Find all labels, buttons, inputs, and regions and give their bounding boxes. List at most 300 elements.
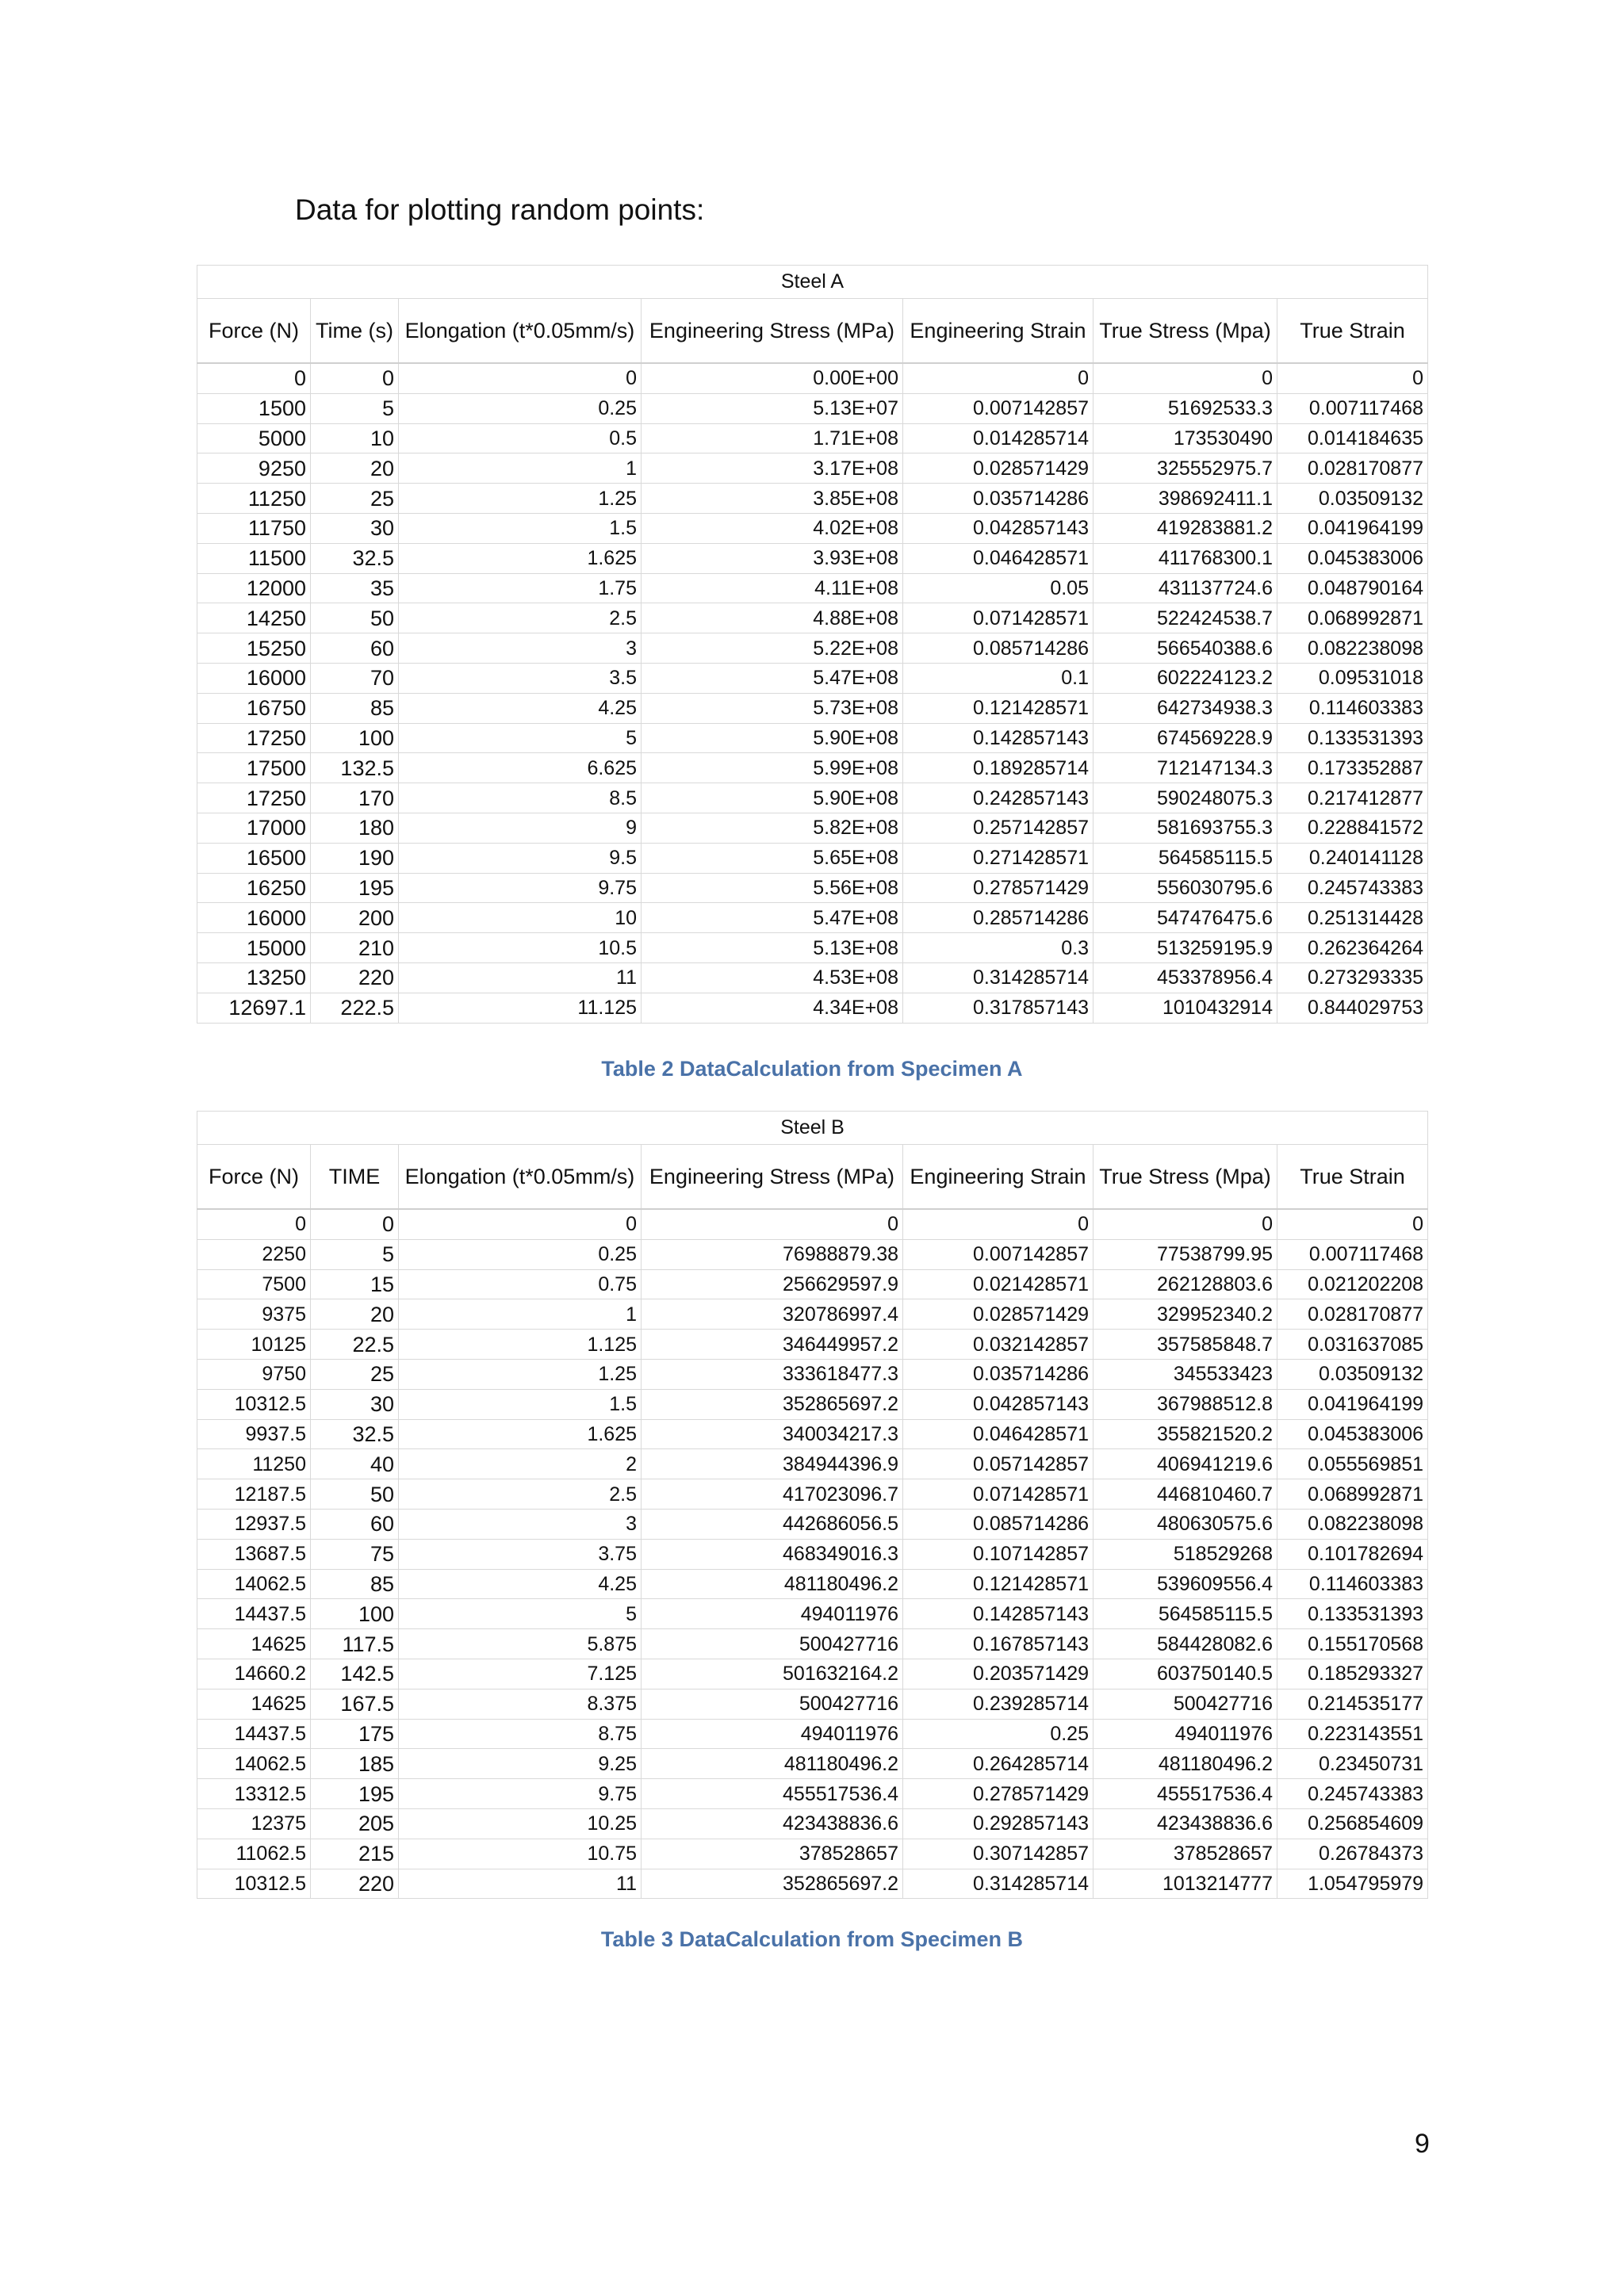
table-cell: 60 [311,1509,399,1539]
table-row [197,1629,1428,1659]
table-cell: 13312.5 [197,1779,311,1809]
table-cell: 494011976 [642,1599,903,1629]
table-cell: 70 [311,663,399,693]
table-cell: 0.035714286 [903,484,1094,514]
table-row [197,1449,1428,1479]
table-cell: 11250 [197,1449,311,1479]
table-cell: 340034217.3 [642,1419,903,1449]
table-cell: 419283881.2 [1094,513,1277,543]
table-cell: 215 [311,1839,399,1869]
table-cell: 1.5 [399,513,642,543]
table-row [197,1539,1428,1569]
table-cell: 0.041964199 [1277,1389,1428,1419]
table-cell: 0.245743383 [1277,873,1428,903]
table-row [197,1689,1428,1719]
table-row [197,423,1428,453]
table-cell: 2.5 [399,603,642,633]
table-cell: 556030795.6 [1094,873,1277,903]
table-cell: 14062.5 [197,1569,311,1599]
table-cell: 0.007117468 [1277,393,1428,423]
table-row [197,633,1428,664]
table-cell: 0.028571429 [903,453,1094,484]
table-cell: 35 [311,573,399,603]
table-row [197,1599,1428,1629]
table-cell: 10125 [197,1330,311,1360]
steel-a-table [197,265,1428,1024]
table-cell: 0 [197,1209,311,1239]
column-header: Engineering Stress (MPa) [642,299,903,364]
table-cell: 117.5 [311,1629,399,1659]
table-cell: 4.11E+08 [642,573,903,603]
table-cell: 0.046428571 [903,1419,1094,1449]
table-cell: 9937.5 [197,1419,311,1449]
table-cell: 0.257142857 [903,813,1094,843]
table-cell: 4.25 [399,1569,642,1599]
table-cell: 195 [311,1779,399,1809]
table-cell: 4.34E+08 [642,993,903,1023]
table-cell: 0.25 [903,1719,1094,1749]
table-cell: 13250 [197,962,311,993]
table-row [197,1569,1428,1599]
table-cell: 8.75 [399,1719,642,1749]
table-cell: 564585115.5 [1094,1599,1277,1629]
table-cell: 0.09531018 [1277,663,1428,693]
table-cell: 1.75 [399,573,642,603]
column-header: Engineering Strain [903,1145,1094,1210]
table-cell: 584428082.6 [1094,1629,1277,1659]
table-cell: 566540388.6 [1094,633,1277,664]
table-cell: 0.03509132 [1277,1359,1428,1389]
table-cell: 0 [1277,1209,1428,1239]
table-cell: 378528657 [642,1839,903,1869]
table-cell: 14437.5 [197,1599,311,1629]
table-row [197,993,1428,1023]
table-cell: 5000 [197,423,311,453]
table-cell: 16000 [197,903,311,933]
table-cell: 0.014285714 [903,423,1094,453]
table-cell: 0 [642,1209,903,1239]
table-row [197,1330,1428,1360]
table-cell: 5 [399,723,642,753]
table-group-title: Steel B [197,1112,1428,1145]
table-cell: 0.217412877 [1277,783,1428,813]
table-cell: 539609556.4 [1094,1569,1277,1599]
table-cell: 398692411.1 [1094,484,1277,514]
table-cell: 378528657 [1094,1839,1277,1869]
table-cell: 22.5 [311,1330,399,1360]
column-header: True Strain [1277,299,1428,364]
table-cell: 481180496.2 [642,1749,903,1779]
table-row [197,1779,1428,1809]
table-cell: 9250 [197,453,311,484]
table-cell: 0 [1094,363,1277,393]
table-group-title: Steel A [197,266,1428,299]
table-cell: 0.031637085 [1277,1330,1428,1360]
table-cell: 0.045383006 [1277,1419,1428,1449]
table-cell: 5 [311,393,399,423]
column-header: Time (s) [311,299,399,364]
table-row [197,573,1428,603]
table-cell: 5.56E+08 [642,873,903,903]
table-cell: 0.214535177 [1277,1689,1428,1719]
table-cell: 0.273293335 [1277,962,1428,993]
table-cell: 200 [311,903,399,933]
table-cell: 0.028571429 [903,1299,1094,1330]
table-cell: 0.007142857 [903,1239,1094,1269]
table-cell: 60 [311,633,399,664]
table-cell: 0.285714286 [903,903,1094,933]
table-cell: 642734938.3 [1094,693,1277,723]
table-cell: 14437.5 [197,1719,311,1749]
table-cell: 0.142857143 [903,723,1094,753]
table-cell: 0 [903,1209,1094,1239]
table-cell: 0.042857143 [903,1389,1094,1419]
column-header: Elongation (t*0.05mm/s) [399,299,642,364]
table-cell: 0.278571429 [903,873,1094,903]
table-cell: 0.085714286 [903,1509,1094,1539]
table-cell: 0.121428571 [903,693,1094,723]
table-cell: 132.5 [311,753,399,783]
table-cell: 142.5 [311,1659,399,1689]
table-cell: 7500 [197,1269,311,1299]
table-cell: 333618477.3 [642,1359,903,1389]
table-cell: 0.082238098 [1277,1509,1428,1539]
table-cell: 51692533.3 [1094,393,1277,423]
table-cell: 1.25 [399,1359,642,1389]
table-cell: 220 [311,1869,399,1899]
table-cell: 3.5 [399,663,642,693]
table-cell: 455517536.4 [642,1779,903,1809]
table-cell: 173530490 [1094,423,1277,453]
table-cell: 0.239285714 [903,1689,1094,1719]
table-cell: 0.23450731 [1277,1749,1428,1779]
table-cell: 10312.5 [197,1869,311,1899]
table-cell: 8.375 [399,1689,642,1719]
table-cell: 15 [311,1269,399,1299]
table-cell: 1.054795979 [1277,1869,1428,1899]
table-cell: 1.5 [399,1389,642,1419]
table-cell: 0.278571429 [903,1779,1094,1809]
table-cell: 423438836.6 [1094,1808,1277,1839]
table-cell: 0.256854609 [1277,1808,1428,1839]
table-row [197,363,1428,393]
table-cell: 494011976 [642,1719,903,1749]
table-cell: 518529268 [1094,1539,1277,1569]
table-cell: 0.242857143 [903,783,1094,813]
table-cell: 0.271428571 [903,843,1094,873]
table-cell: 325552975.7 [1094,453,1277,484]
table-cell: 14625 [197,1629,311,1659]
table-cell: 453378956.4 [1094,962,1277,993]
table-cell: 30 [311,1389,399,1419]
table-row [197,453,1428,484]
table-cell: 352865697.2 [642,1869,903,1899]
table-cell: 0.114603383 [1277,693,1428,723]
table-cell: 0.173352887 [1277,753,1428,783]
table-row [197,1359,1428,1389]
table-cell: 77538799.95 [1094,1239,1277,1269]
table-cell: 500427716 [642,1629,903,1659]
table-cell: 14062.5 [197,1749,311,1779]
table-cell: 4.88E+08 [642,603,903,633]
table-cell: 17250 [197,783,311,813]
table-row [197,783,1428,813]
table-row [197,753,1428,783]
table-row [197,813,1428,843]
table-cell: 15000 [197,933,311,963]
table-cell: 0 [197,363,311,393]
table-row [197,903,1428,933]
table-cell: 581693755.3 [1094,813,1277,843]
table-cell: 0.048790164 [1277,573,1428,603]
table-row [197,663,1428,693]
table-cell: 17500 [197,753,311,783]
table-cell: 0.133531393 [1277,1599,1428,1629]
table-row [197,1659,1428,1689]
table-row [197,1749,1428,1779]
table-cell: 0.068992871 [1277,1479,1428,1510]
table-cell: 0 [903,363,1094,393]
table-cell: 0 [399,1209,642,1239]
table-cell: 547476475.6 [1094,903,1277,933]
table-row [197,1719,1428,1749]
table-cell: 205 [311,1808,399,1839]
table-cell: 0.021428571 [903,1269,1094,1299]
table-cell: 11 [399,962,642,993]
table-cell: 0.028170877 [1277,1299,1428,1330]
table-cell: 0.057142857 [903,1449,1094,1479]
table-cell: 1.625 [399,543,642,573]
table-cell: 1010432914 [1094,993,1277,1023]
table-cell: 0.251314428 [1277,903,1428,933]
table-cell: 16000 [197,663,311,693]
table-cell: 9750 [197,1359,311,1389]
table-cell: 0.75 [399,1269,642,1299]
table-cell: 0.014184635 [1277,423,1428,453]
table-cell: 0 [311,1209,399,1239]
table-row [197,873,1428,903]
table-cell: 0.101782694 [1277,1539,1428,1569]
table-row [197,393,1428,423]
table-cell: 3.93E+08 [642,543,903,573]
table-cell: 32.5 [311,1419,399,1449]
table-row [197,723,1428,753]
table-cell: 0.317857143 [903,993,1094,1023]
table-cell: 320786997.4 [642,1299,903,1330]
table-cell: 1.625 [399,1419,642,1449]
table-cell: 0.028170877 [1277,453,1428,484]
table-cell: 357585848.7 [1094,1330,1277,1360]
table-cell: 9.75 [399,873,642,903]
table-cell: 10.5 [399,933,642,963]
table-cell: 0.035714286 [903,1359,1094,1389]
table-cell: 11500 [197,543,311,573]
table-cell: 9 [399,813,642,843]
table-cell: 0 [311,363,399,393]
table-cell: 1.125 [399,1330,642,1360]
table-cell: 423438836.6 [642,1808,903,1839]
table-cell: 417023096.7 [642,1479,903,1510]
table-cell: 10 [311,423,399,453]
table-cell: 480630575.6 [1094,1509,1277,1539]
table-cell: 4.53E+08 [642,962,903,993]
table-cell: 5.73E+08 [642,693,903,723]
steel-b-table [197,1111,1428,1899]
table-cell: 5 [399,1599,642,1629]
table-row [197,1808,1428,1839]
table-cell: 455517536.4 [1094,1779,1277,1809]
table-row [197,1239,1428,1269]
column-header: Force (N) [197,299,311,364]
table-cell: 4.25 [399,693,642,723]
table-cell: 0.228841572 [1277,813,1428,843]
table-cell: 0.292857143 [903,1808,1094,1839]
table-cell: 0.03509132 [1277,484,1428,514]
table-cell: 384944396.9 [642,1449,903,1479]
table-cell: 3.17E+08 [642,453,903,484]
table-row [197,1269,1428,1299]
table-cell: 3.85E+08 [642,484,903,514]
table-cell: 603750140.5 [1094,1659,1277,1689]
table-cell: 12697.1 [197,993,311,1023]
table-cell: 5 [311,1239,399,1269]
table-cell: 222.5 [311,993,399,1023]
table-cell: 0.045383006 [1277,543,1428,573]
table-cell: 0.041964199 [1277,513,1428,543]
table-cell: 10.25 [399,1808,642,1839]
table-cell: 16500 [197,843,311,873]
table-caption: Table 3 DataCalculation from Specimen B [600,1927,1024,1951]
table-cell: 0.114603383 [1277,1569,1428,1599]
table-cell: 0.189285714 [903,753,1094,783]
table-cell: 1 [399,1299,642,1330]
table-row [197,1299,1428,1330]
table-cell: 12937.5 [197,1509,311,1539]
table-cell: 0.185293327 [1277,1659,1428,1689]
table-cell: 5.90E+08 [642,783,903,813]
table-cell: 406941219.6 [1094,1449,1277,1479]
table-cell: 602224123.2 [1094,663,1277,693]
table-row [197,1509,1428,1539]
table-cell: 220 [311,962,399,993]
table-cell: 411768300.1 [1094,543,1277,573]
table-cell: 0 [399,363,642,393]
table-cell: 0.107142857 [903,1539,1094,1569]
table-cell: 0.05 [903,573,1094,603]
table-cell: 0 [1094,1209,1277,1239]
table-cell: 0.245743383 [1277,1779,1428,1809]
table-cell: 674569228.9 [1094,723,1277,753]
table-cell: 0.5 [399,423,642,453]
table-cell: 5.13E+07 [642,393,903,423]
table-cell: 10 [399,903,642,933]
table-cell: 25 [311,484,399,514]
table-cell: 0.068992871 [1277,603,1428,633]
table-cell: 5.22E+08 [642,633,903,664]
table-cell: 481180496.2 [642,1569,903,1599]
table-cell: 9.25 [399,1749,642,1779]
table-cell: 0.046428571 [903,543,1094,573]
column-header: Elongation (t*0.05mm/s) [399,1145,642,1210]
table-row [197,1479,1428,1510]
table-cell: 40 [311,1449,399,1479]
table-cell: 1 [399,453,642,484]
table-cell: 262128803.6 [1094,1269,1277,1299]
table-cell: 85 [311,1569,399,1599]
column-header: Engineering Strain [903,299,1094,364]
table-cell: 3 [399,1509,642,1539]
table-row [197,1839,1428,1869]
table-cell: 0.1 [903,663,1094,693]
table-cell: 14660.2 [197,1659,311,1689]
table-cell: 9.5 [399,843,642,873]
table-cell: 100 [311,723,399,753]
table-cell: 0.00E+00 [642,363,903,393]
table-row [197,693,1428,723]
table-cell: 0 [1277,363,1428,393]
table-cell: 0.203571429 [903,1659,1094,1689]
table-cell: 7.125 [399,1659,642,1689]
table-cell: 1.25 [399,484,642,514]
table-cell: 11062.5 [197,1839,311,1869]
table-cell: 20 [311,1299,399,1330]
table-cell: 12187.5 [197,1479,311,1510]
table-cell: 0.26784373 [1277,1839,1428,1869]
table-cell: 0.262364264 [1277,933,1428,963]
table-cell: 501632164.2 [642,1659,903,1689]
table-cell: 185 [311,1749,399,1779]
table-cell: 0.042857143 [903,513,1094,543]
table-cell: 6.625 [399,753,642,783]
table-cell: 0.844029753 [1277,993,1428,1023]
table-row [197,962,1428,993]
table-cell: 1500 [197,393,311,423]
table-cell: 522424538.7 [1094,603,1277,633]
table-cell: 346449957.2 [642,1330,903,1360]
page-heading: Data for plotting random points: [295,193,705,226]
table-cell: 0.307142857 [903,1839,1094,1869]
table-cell: 256629597.9 [642,1269,903,1299]
table-cell: 564585115.5 [1094,843,1277,873]
table-cell: 50 [311,1479,399,1510]
table-cell: 500427716 [1094,1689,1277,1719]
table-cell: 5.47E+08 [642,903,903,933]
table-cell: 8.5 [399,783,642,813]
table-cell: 100 [311,1599,399,1629]
table-cell: 17000 [197,813,311,843]
table-cell: 0.223143551 [1277,1719,1428,1749]
table-cell: 11750 [197,513,311,543]
page-number: 9 [1415,2129,1430,2159]
table-cell: 11.125 [399,993,642,1023]
table-cell: 0.167857143 [903,1629,1094,1659]
table-cell: 0.314285714 [903,1869,1094,1899]
table-row [197,543,1428,573]
table-cell: 15250 [197,633,311,664]
table-cell: 329952340.2 [1094,1299,1277,1330]
table-caption: Table 2 DataCalculation from Specimen A [601,1057,1023,1081]
table-cell: 32.5 [311,543,399,573]
table-cell: 0.155170568 [1277,1629,1428,1659]
table-cell: 9.75 [399,1779,642,1809]
table-cell: 0.264285714 [903,1749,1094,1779]
table-cell: 345533423 [1094,1359,1277,1389]
table-cell: 12375 [197,1808,311,1839]
table-cell: 180 [311,813,399,843]
table-cell: 0.082238098 [1277,633,1428,664]
column-header: Engineering Stress (MPa) [642,1145,903,1210]
table-cell: 0.055569851 [1277,1449,1428,1479]
